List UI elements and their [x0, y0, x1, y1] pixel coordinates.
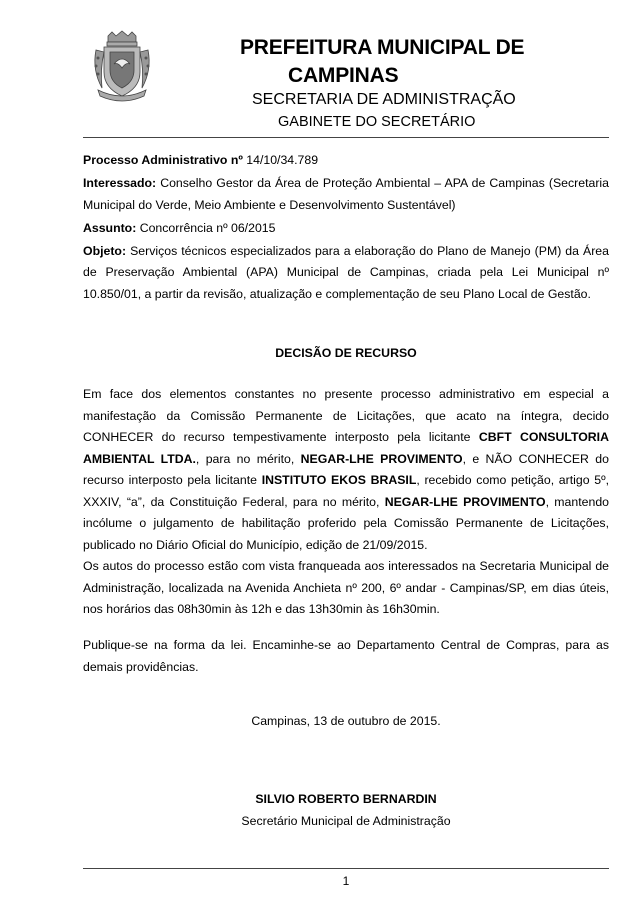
- assunto-value: Concorrência nº 06/2015: [136, 220, 276, 235]
- processo-value: 14/10/34.789: [242, 153, 319, 167]
- header-divider: [83, 137, 609, 138]
- page-number: 1: [342, 874, 350, 888]
- coat-of-arms-icon: [90, 30, 154, 102]
- publication-paragraph: [83, 635, 609, 678]
- department-name: SECRETARIA DE ADMINISTRAÇÃO: [252, 91, 516, 108]
- publication-text: Publique-se na forma da lei. Encaminhe-se ao Departamento Central de Compras, para as demais providências.: [83, 638, 609, 674]
- processo-line: [83, 150, 609, 172]
- p1-part-e: , e NÃO CONHECER do recurso interposto pela licitante: [83, 451, 609, 487]
- ruling-1: NEGAR-LHE PROVIMENTO: [300, 451, 463, 466]
- p1-part-i: , mantendo incólume o julgamento de habilitação proferido pela Comissão Permanente de Licitações, publicado no Diário Oficial do Município, edição de 21/09/2015.: [83, 494, 609, 552]
- appellant-2-name: INSTITUTO EKOS BRASIL: [261, 473, 417, 487]
- title-line-1: PREFEITURA MUNICIPAL DE: [240, 36, 525, 59]
- appellant-1-name: CBFT CONSULTORIA AMBIENTAL LTDA.: [83, 430, 609, 466]
- process-metadata: [83, 150, 609, 307]
- objeto-label: Objeto:: [83, 243, 127, 258]
- decision-paragraph: [83, 384, 609, 556]
- objeto-line: [83, 241, 609, 306]
- title-line-2: CAMPINAS: [288, 64, 399, 87]
- objeto-value: Serviços técnicos especializados para a elaboração do Plano de Manejo (PM) da Área de Preservação Ambiental (APA) Municipal de Campinas, criada pela Lei Municipal nº 10.850/01, a partir da revisão, atualização e complementação de seu Plano Local de Gestão.: [83, 243, 609, 301]
- footer-divider: [83, 868, 609, 869]
- processo-label: Processo Administrativo nº: [83, 153, 243, 167]
- decision-heading: DECISÃO DE RECURSO: [275, 346, 417, 360]
- interessado-value: Conselho Gestor da Área de Proteção Ambiental – APA de Campinas (Secretaria Municipal do Verde, Meio Ambiente e Desenvolvimento Sustentável): [83, 176, 609, 212]
- assunto-line: [83, 218, 609, 240]
- assunto-label: Assunto:: [83, 220, 137, 235]
- p1-part-c: , para no mérito,: [195, 451, 301, 466]
- records-text: Os autos do processo estão com vista franqueada aos interessados na Secretaria Municipal de Administração, localizada na Avenida Anchieta nº 200, 6º andar - Campinas/SP, em dias úteis, nos horários das 08h30min às 12h e das 13h30min às 16h30min.: [83, 559, 609, 616]
- p1-part-a: Em face dos elementos constantes no presente processo administrativo em especial a manifestação da Comissão Permanente de Licitações, que acato na íntegra, decido CONHECER do recurso tempestivamente interposto pela licitante: [83, 387, 609, 444]
- records-paragraph: [83, 556, 609, 621]
- p1-part-g: , recebido como petição, artigo 5º, XXXIV, “a”, da Constituição Federal, para no mérito,: [83, 473, 609, 509]
- signer-title: Secretário Municipal de Administração: [241, 814, 451, 828]
- interessado-line: [83, 173, 609, 216]
- signer-name: SILVIO ROBERTO BERNARDIN: [255, 792, 437, 806]
- institution-title: [240, 34, 580, 90]
- ruling-2: NEGAR-LHE PROVIMENTO: [384, 494, 546, 509]
- date-line: Campinas, 13 de outubro de 2015.: [251, 714, 441, 728]
- interessado-label: Interessado:: [83, 176, 157, 190]
- office-name: GABINETE DO SECRETÁRIO: [278, 114, 476, 130]
